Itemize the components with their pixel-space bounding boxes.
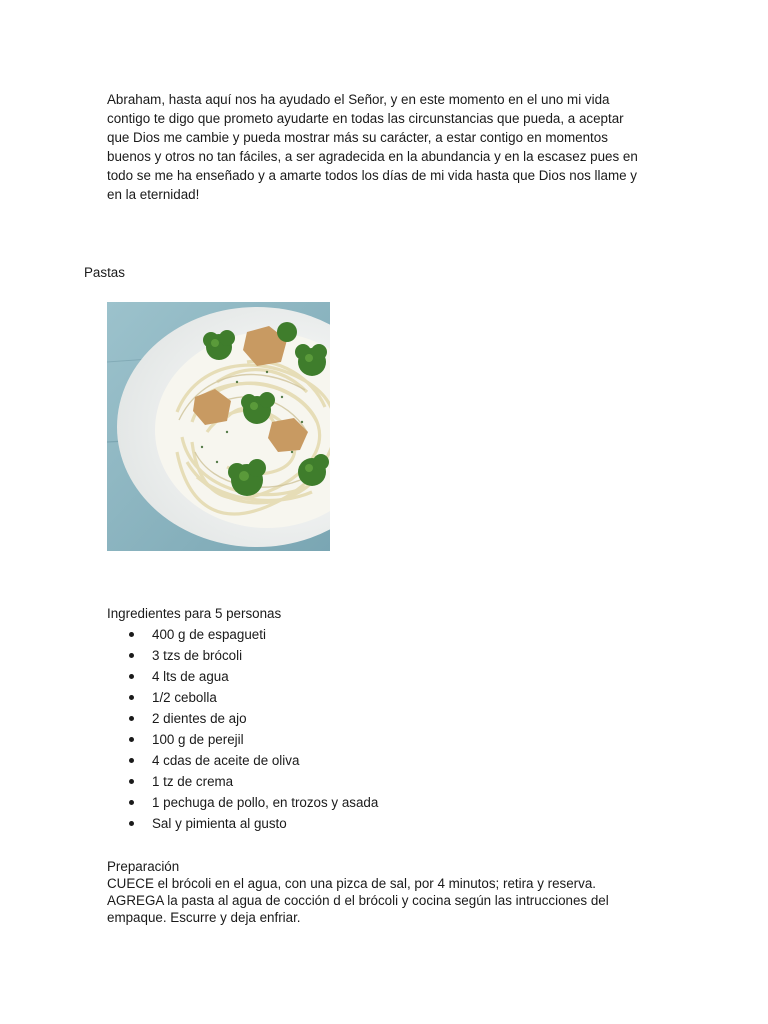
preparation-line: CUECE el brócoli en el agua, con una pizca de sal, por 4 minutos; retira y reserva. xyxy=(107,876,597,891)
ingredient-text: 4 cdas de aceite de oliva xyxy=(152,753,300,768)
ingredients-title: Ingredientes para 5 personas xyxy=(107,606,282,621)
list-item xyxy=(107,751,378,772)
pasta-dish-photo xyxy=(107,302,330,551)
ingredient-text: 4 lts de agua xyxy=(152,669,229,684)
list-item xyxy=(107,667,378,688)
preparation-line: AGREGA la pasta al agua de cocción d el brócoli y cocina según las intrucciones del xyxy=(107,893,609,908)
ingredient-text: 400 g de espagueti xyxy=(152,627,266,642)
bullet-icon xyxy=(129,821,134,826)
intro-line: que Dios me cambie y pueda mostrar más su carácter, a estar contigo en momentos xyxy=(107,130,608,145)
ingredient-text: 100 g de perejil xyxy=(152,732,244,747)
preparation-text xyxy=(107,875,667,926)
intro-line: buenos y otros no tan fáciles, a ser agradecida en la abundancia y en la escasez pues en xyxy=(107,149,638,164)
ingredient-text: 1 tz de crema xyxy=(152,774,234,789)
bullet-icon xyxy=(129,758,134,763)
list-item xyxy=(107,625,378,646)
list-item xyxy=(107,688,378,709)
list-item xyxy=(107,646,378,667)
preparation-title: Preparación xyxy=(107,859,180,874)
bullet-icon xyxy=(129,716,134,721)
bullet-icon xyxy=(129,653,134,658)
list-item xyxy=(107,709,378,730)
bullet-icon xyxy=(129,695,134,700)
ingredient-text: 2 dientes de ajo xyxy=(152,711,247,726)
bullet-icon xyxy=(129,800,134,805)
list-item xyxy=(107,730,378,751)
list-item xyxy=(107,793,378,814)
intro-line: todo se me ha enseñado y a amarte todos los días de mi vida hasta que Dios nos llame y xyxy=(107,168,637,183)
intro-line: en la eternidad! xyxy=(107,187,200,202)
ingredient-text: 3 tzs de brócoli xyxy=(152,648,243,663)
intro-paragraph xyxy=(107,90,667,204)
ingredient-text: 1/2 cebolla xyxy=(152,690,217,705)
bullet-icon xyxy=(129,632,134,637)
list-item xyxy=(107,772,378,793)
bullet-icon xyxy=(129,674,134,679)
bullet-icon xyxy=(129,779,134,784)
preparation-line: empaque. Escurre y deja enfriar. xyxy=(107,910,301,925)
intro-line: Abraham, hasta aquí nos ha ayudado el Señor, y en este momento en el uno mi vida xyxy=(107,92,610,107)
intro-line: contigo te digo que prometo ayudarte en todas las circunstancias que pueda, a aceptar xyxy=(107,111,624,126)
ingredient-text: 1 pechuga de pollo, en trozos y asada xyxy=(152,795,379,810)
ingredient-text: Sal y pimienta al gusto xyxy=(152,816,287,831)
list-item xyxy=(107,814,378,835)
bullet-icon xyxy=(129,737,134,742)
section-heading: Pastas xyxy=(84,265,125,280)
ingredients-list xyxy=(107,625,378,835)
